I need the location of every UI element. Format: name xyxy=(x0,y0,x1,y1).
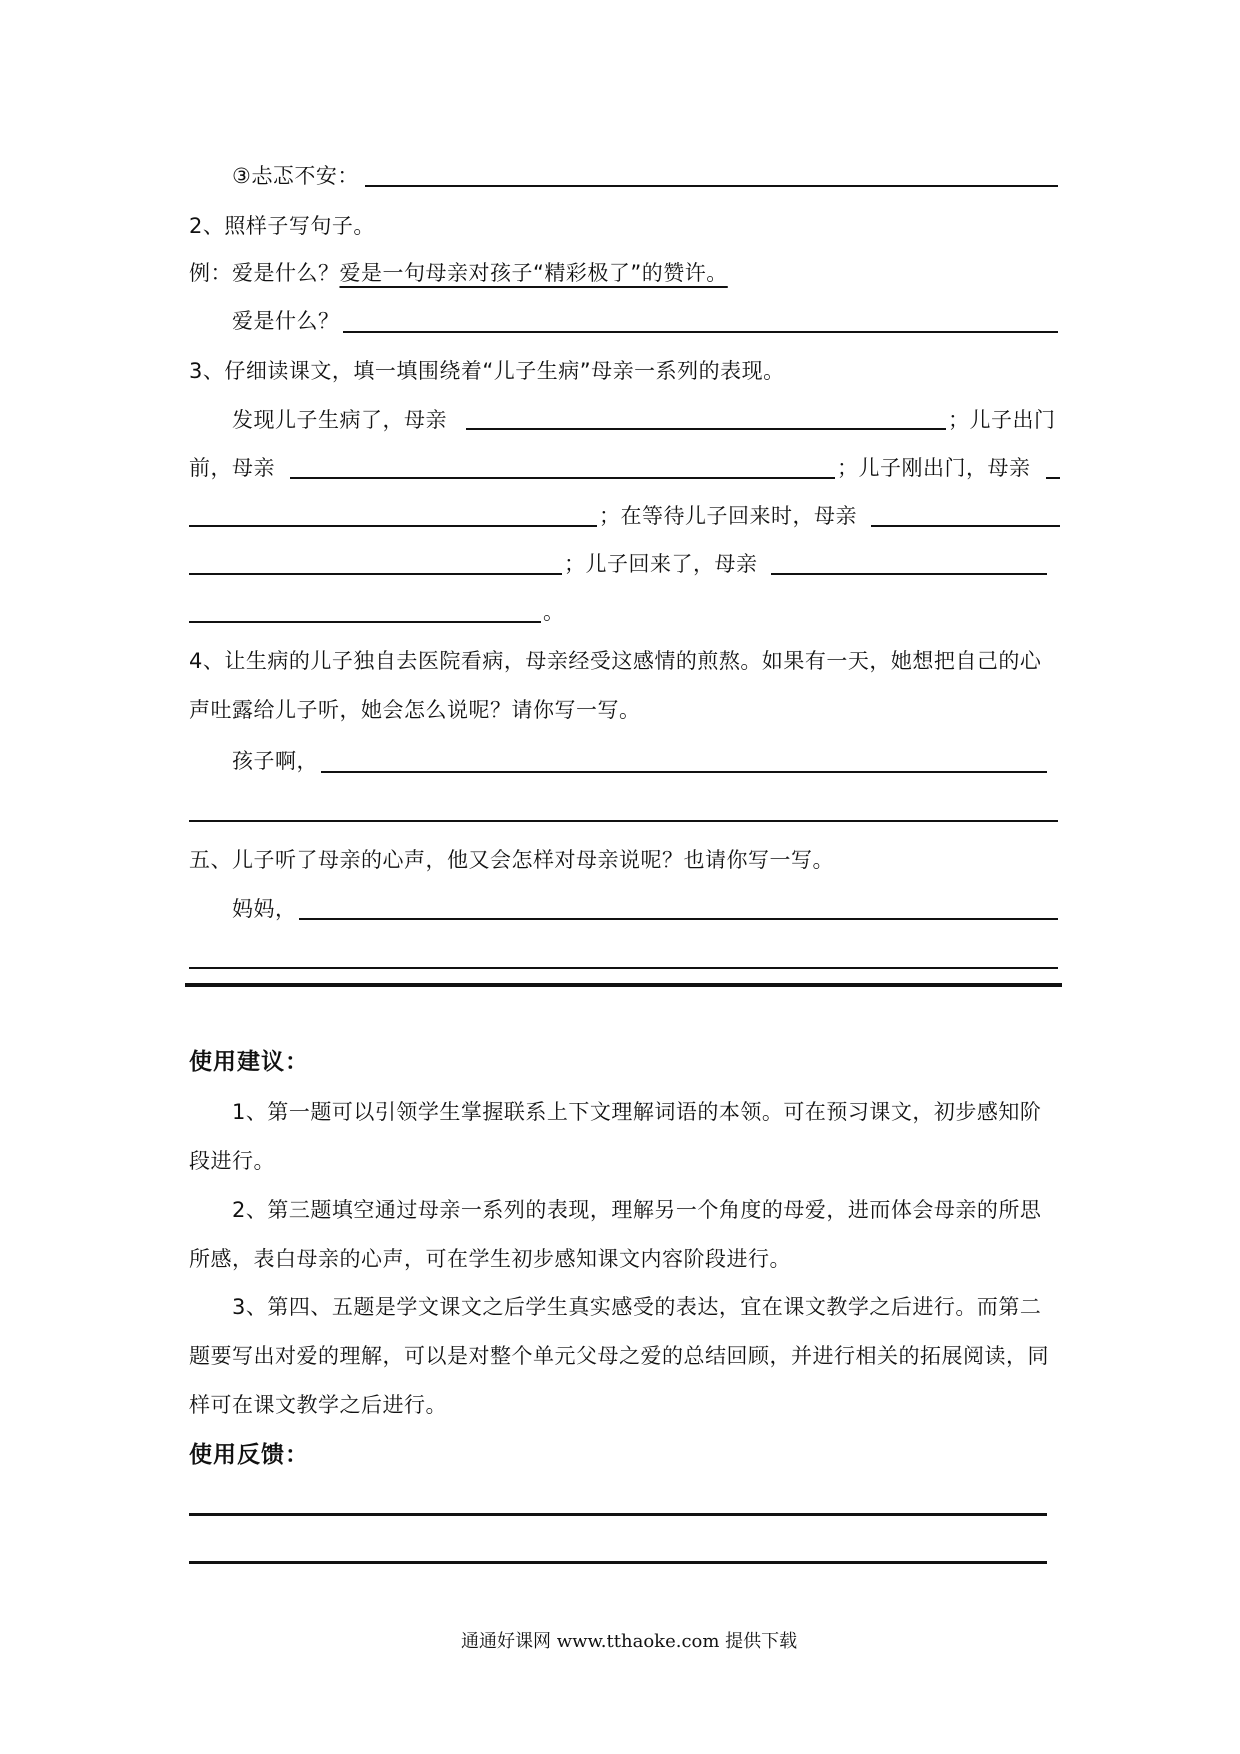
q3-end-mark: 。 xyxy=(543,600,565,624)
q3-title: 3、仔细读课文，填一填围绕着“儿子生病”母亲一系列的表现。 xyxy=(189,359,785,383)
q2-example-answer: 爱是一句母亲对孩子“精彩极了”的赞许。 xyxy=(339,261,728,285)
suggestion-1-line2: 段进行。 xyxy=(189,1149,275,1173)
q4-answer-line-1[interactable] xyxy=(321,771,1047,773)
feedback-line-1[interactable] xyxy=(189,1513,1047,1516)
q4-line2: 声吐露给儿子听，她会怎么说呢？请你写一写。 xyxy=(189,698,641,722)
q3-blank2-label: 前，母亲 xyxy=(189,456,275,480)
q5-answer-line-1[interactable] xyxy=(299,918,1058,920)
q1-item3-label: ③忐忑不安： xyxy=(232,164,359,188)
suggestions-heading: 使用建议： xyxy=(189,1049,309,1075)
q5-prompt: 妈妈， xyxy=(232,897,297,921)
feedback-line-2[interactable] xyxy=(189,1561,1047,1564)
q3-blank1-line[interactable] xyxy=(466,428,946,430)
q2-example-prefix: 例：爱是什么？ xyxy=(189,261,340,285)
q3-blank4-label: ；在等待儿子回来时，母亲 xyxy=(599,504,857,528)
suggestion-3-line1: 3、第四、五题是学文课文之后学生真实感受的表达，宜在课文教学之后进行。而第二 xyxy=(232,1295,1042,1319)
suggestion-3-line2: 题要写出对爱的理解，可以是对整个单元父母之爱的总结回顾，并进行相关的拓展阅读，同 xyxy=(189,1344,1049,1368)
q3-blank4-line-start[interactable] xyxy=(871,525,1060,527)
q3-blank5-label: ；儿子回来了，母亲 xyxy=(564,552,758,576)
q3-blank1-label: 发现儿子生病了，母亲 xyxy=(232,408,447,432)
q3-blank3-line[interactable] xyxy=(189,525,597,527)
q3-blank5-line[interactable] xyxy=(189,621,541,623)
feedback-heading: 使用反馈： xyxy=(189,1442,309,1468)
footer-credit: 通通好课网 www.tthaoke.com 提供下载 xyxy=(461,1631,798,1652)
q5-title: 五、儿子听了母亲的心声，他又会怎样对母亲说呢？也请你写一写。 xyxy=(189,848,834,872)
q2-prompt: 爱是什么？ xyxy=(232,309,340,333)
q3-blank3-line-start[interactable] xyxy=(1046,477,1060,479)
section-divider xyxy=(185,983,1062,987)
q1-item3-answer-line[interactable] xyxy=(365,185,1058,187)
q5-answer-line-2[interactable] xyxy=(189,967,1058,969)
suggestion-3-line3: 样可在课文教学之后进行。 xyxy=(189,1393,447,1417)
q3-blank2-line[interactable] xyxy=(290,477,835,479)
q3-blank5-line-start[interactable] xyxy=(771,573,1047,575)
q4-answer-line-2[interactable] xyxy=(189,820,1058,822)
suggestion-1-line1: 1、第一题可以引领学生掌握联系上下文理解词语的本领。可在预习课文，初步感知阶 xyxy=(232,1100,1042,1124)
suggestion-2-line2: 所感，表白母亲的心声，可在学生初步感知课文内容阶段进行。 xyxy=(189,1247,791,1271)
q3-blank3-label: ；儿子刚出门，母亲 xyxy=(837,456,1031,480)
q3-blank4-line[interactable] xyxy=(189,573,562,575)
q2-title: 2、照样子写句子。 xyxy=(189,214,375,238)
q4-prompt: 孩子啊， xyxy=(232,749,318,773)
suggestion-2-line1: 2、第三题填空通过母亲一系列的表现，理解另一个角度的母爱，进而体会母亲的所思 xyxy=(232,1198,1042,1222)
q2-example xyxy=(189,258,728,288)
q2-answer-line[interactable] xyxy=(343,331,1058,333)
q3-blank2-lead: ；儿子出门 xyxy=(948,408,1056,432)
q4-line1: 4、让生病的儿子独自去医院看病，母亲经受这感情的煎熬。如果有一天，她想把自己的心 xyxy=(189,649,1042,673)
